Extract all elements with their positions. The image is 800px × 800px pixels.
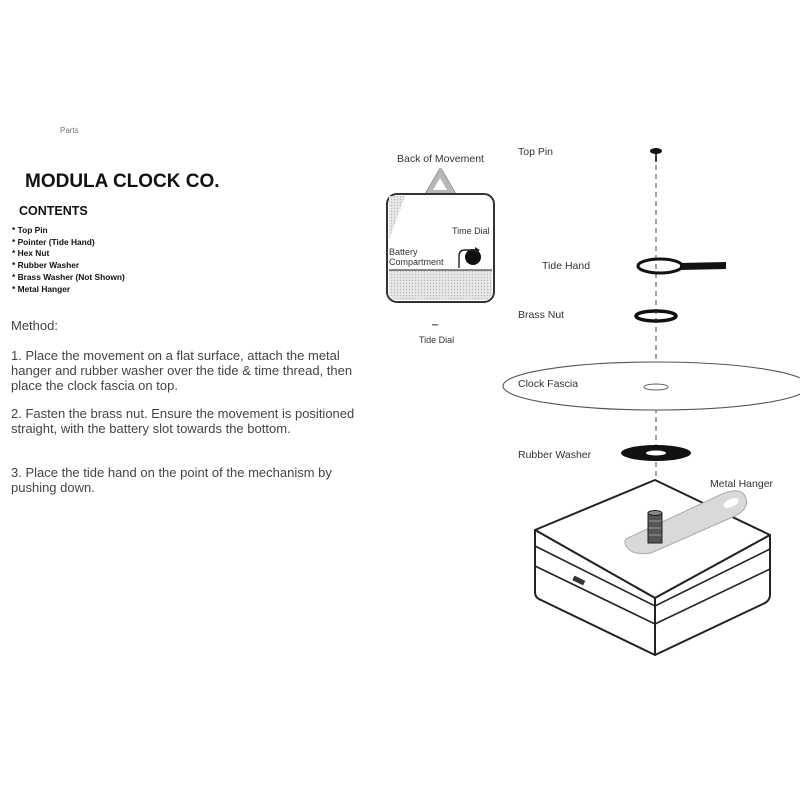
contents-item-pointer: * Pointer (Tide Hand) (12, 236, 95, 247)
contents-item-hex-nut: * Hex Nut (12, 248, 50, 259)
tide-dial-label: Tide Dial (419, 335, 455, 345)
clock-fascia-label: Clock Fascia (518, 378, 579, 390)
contents-item-brass-washer: * Brass Washer (Not Shown) (12, 271, 125, 282)
method-step-1: 1. Place the movement on a flat surface, attach the metal hanger and rubber washer over the tide & time thread, then place the clock fascia on top. (11, 348, 353, 393)
method-step-3: 3. Place the tide hand on the point of the mechanism by pushing down. (11, 465, 332, 495)
method-title: Method: (11, 318, 58, 333)
back-of-movement-label: Back of Movement (397, 153, 484, 165)
battery-compartment-area (389, 270, 492, 300)
contents-item-top-pin: * Top Pin (12, 225, 48, 235)
time-dial-label: Time Dial (452, 226, 490, 236)
time-dial-knob (465, 249, 481, 265)
brass-nut-label: Brass Nut (518, 309, 565, 321)
contents-title: CONTENTS (19, 204, 88, 218)
brand-title: MODULA CLOCK CO. (25, 171, 220, 192)
clock-movement-box (535, 480, 770, 655)
battery-label-line2: Compartment (389, 257, 444, 267)
thread-shaft-top (648, 511, 662, 516)
brass-nut-part (636, 311, 676, 321)
top-pin-label: Top Pin (518, 146, 554, 158)
tide-dial-mark (432, 324, 438, 326)
top-pin-part (650, 148, 662, 162)
tide-hand-pointer (680, 262, 726, 270)
rubber-washer-label: Rubber Washer (518, 449, 592, 461)
tide-hand-ring (638, 259, 682, 273)
battery-label-line1: Battery (389, 247, 418, 257)
tide-hand-label: Tide Hand (542, 260, 591, 272)
metal-hanger-label: Metal Hanger (710, 478, 774, 490)
rubber-washer-hole (646, 451, 666, 456)
method-step-2: 2. Fasten the brass nut. Ensure the movement is positioned straight, with the battery slot towards the bottom. (11, 406, 355, 436)
rubber-washer-part (621, 445, 691, 461)
contents-item-rubber-washer: * Rubber Washer (12, 260, 80, 271)
tide-hand-part (638, 259, 726, 273)
faint-heading-text: Parts (60, 126, 79, 135)
contents-item-metal-hanger: * Metal Hanger (12, 283, 71, 294)
